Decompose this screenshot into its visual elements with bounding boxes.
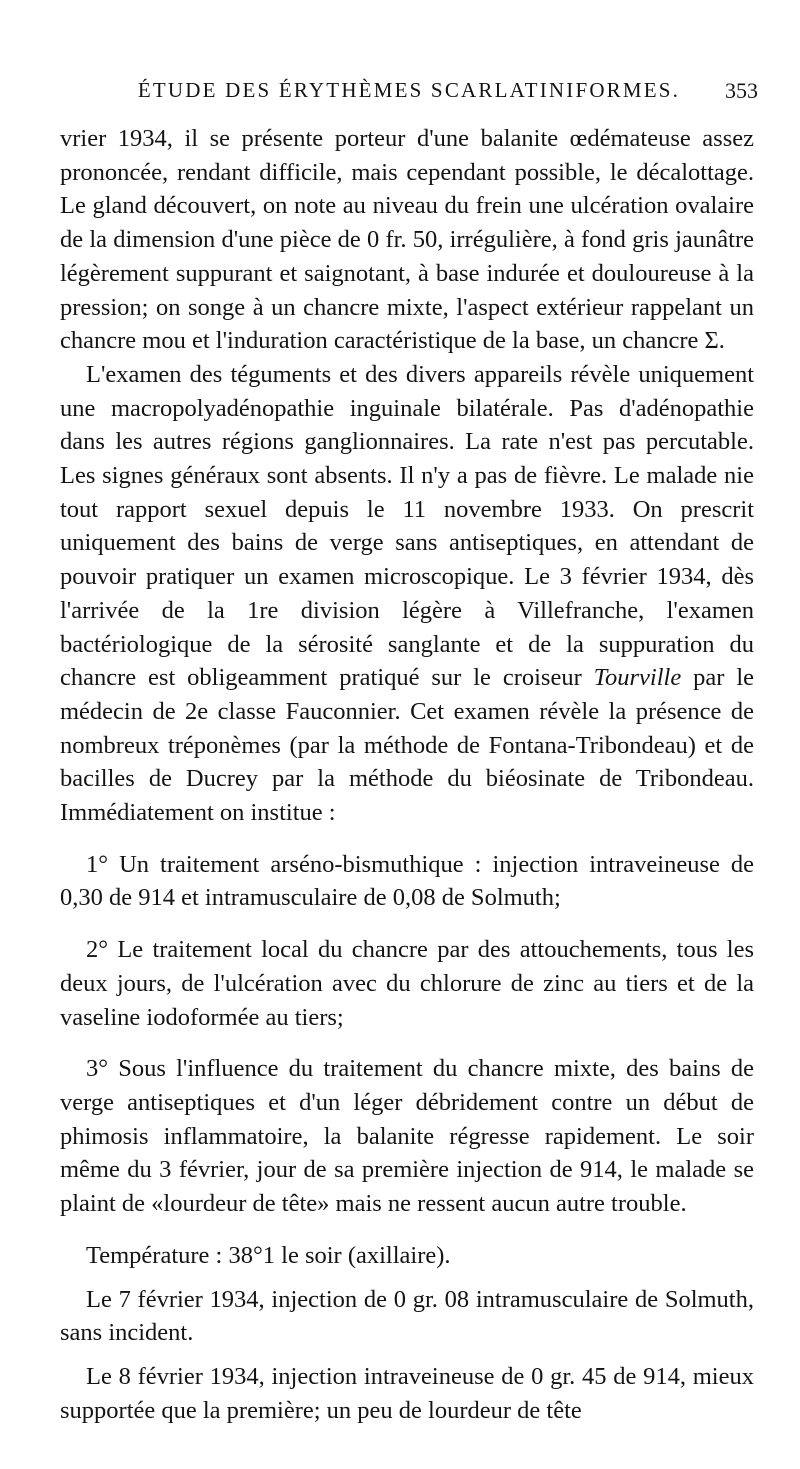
paragraph: Le 7 février 1934, injection de 0 gr. 08 intramusculaire de Solmuth, sans incident. — [60, 1285, 754, 1347]
paragraph — [60, 358, 754, 830]
paragraph: Le 8 février 1934, injection intraveineuse de 0 gr. 45 de 914, mieux supportée que la première; un peu de lourdeur de tête — [60, 1362, 754, 1424]
list-item: 2° Le traitement local du chancre par des attouchements, tous les deux jours, de l'ulcération avec du chlorure de zinc au tiers et de la vaseline iodoformée au tiers; — [60, 936, 754, 1031]
ship-name: Tourville — [593, 664, 682, 692]
page-header — [60, 78, 758, 108]
running-title: ÉTUDE DES ÉRYTHÈMES SCARLATINIFORMES. — [137, 78, 681, 102]
list-item: 1° Un traitement arséno-bismuthique : injection intraveineuse de 0,30 de 914 et intramusculaire de 0,08 de Solmuth; — [60, 850, 754, 912]
paragraph: Température : 38°1 le soir (axillaire). — [86, 1241, 451, 1269]
paragraph-text: par le médecin de 2e classe Fauconnier. Cet examen révèle la présence de nombreux tréponèmes (par la méthode de Fontana-Tribondeau) et de bacilles de Ducrey par la méthode du biéosinate de Tribondeau. Immédiatement on institue : — [60, 664, 755, 827]
body-text — [60, 122, 754, 1427]
paragraph-text: L'examen des téguments et des divers appareils révèle uniquement une macropolyadénopathie inguinale bilatérale. Pas d'adénopathie dans les autres régions ganglionnaires. La rate n'est pas percutable. Les signes généraux sont absents. Il n'y a pas de fièvre. Le malade nie tout rapport sexuel depuis le 11 novembre 1933. On prescrit uniquement des bains de verge sans antiseptiques, en attendant de pouvoir pratiquer un examen microscopique. Le 3 février 1934, dès l'arrivée de la 1re division légère à Villefranche, l'examen bactériologique de la sérosité sanglante et de la suppuration du chancre est obligeamment pratiqué sur le croiseur — [60, 360, 754, 692]
page-number: 353 — [725, 78, 758, 103]
list-item: 3° Sous l'influence du traitement du chancre mixte, des bains de verge antiseptiques et d'un léger débridement contre un début de phimosis inflammatoire, la balanite régresse rapidement. Le soir même du 3 février, jour de sa première injection de 914, le malade se plaint de «lourdeur de tête» mais ne ressent aucun autre trouble. — [60, 1055, 754, 1218]
paragraph: vrier 1934, il se présente porteur d'une balanite œdémateuse assez prononcée, rendant difficile, mais cependant possible, le décalottage. Le gland découvert, on note au niveau du frein une ulcération ovalaire de la dimension d'une pièce de 0 fr. 50, irrégulière, à fond gris jaunâtre légèrement suppurant et saignotant, à base indurée et douloureuse à la pression; on songe à un chancre mixte, l'aspect extérieur rappelant un chancre mou et l'induration caractéristique de la base, un chancre Σ. — [60, 125, 754, 355]
